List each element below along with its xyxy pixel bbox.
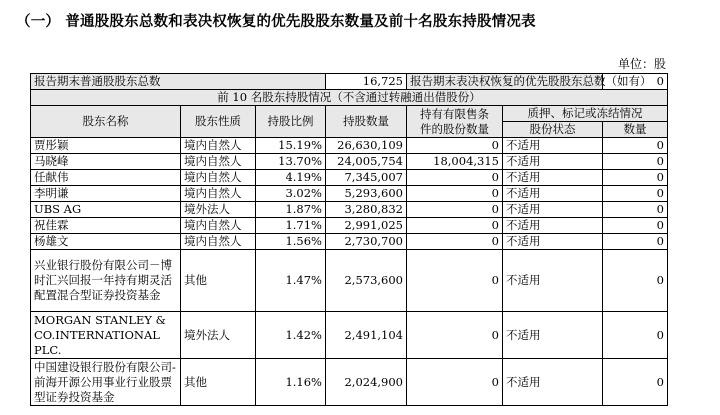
holder-name: 李明谦 — [31, 186, 181, 202]
holder-pledge-qty: 0 — [603, 312, 668, 359]
common-holders-value: 16,725 — [326, 74, 407, 90]
header-restricted-line-2: 件的股份数量 — [420, 121, 489, 136]
top10-section-title: 前 10 名股东持股情况（不含通过转融通出借股份） — [31, 90, 668, 106]
holder-nature: 其他 — [181, 359, 256, 406]
holder-pledge-qty: 0 — [603, 359, 668, 406]
holder-quantity: 2,991,025 — [326, 218, 407, 234]
holder-pledge-qty: 0 — [603, 138, 668, 154]
holder-pledge-qty: 0 — [603, 234, 668, 250]
holder-quantity: 2,730,700 — [326, 234, 407, 250]
holder-ratio: 1.16% — [256, 359, 326, 406]
holder-ratio: 4.19% — [256, 170, 326, 186]
holder-pledge-status: 不适用 — [503, 312, 603, 359]
holder-pledge-status: 不适用 — [503, 218, 603, 234]
holder-ratio: 1.47% — [256, 250, 326, 312]
holder-restricted: 0 — [407, 250, 503, 312]
holder-name: 兴业银行股份有限公司－博时汇兴回报一年持有期灵活配置混合型证券投资基金 — [31, 250, 181, 312]
table-row — [31, 202, 668, 218]
holder-restricted: 0 — [407, 312, 503, 359]
holder-pledge-qty: 0 — [603, 202, 668, 218]
holder-restricted: 0 — [407, 234, 503, 250]
holder-restricted: 0 — [407, 359, 503, 406]
header-quantity: 持股数量 — [326, 106, 407, 138]
holder-quantity: 3,280,832 — [326, 202, 407, 218]
holder-pledge-status: 不适用 — [503, 202, 603, 218]
holder-nature: 境外法人 — [181, 202, 256, 218]
holder-restricted: 0 — [407, 138, 503, 154]
header-pledge-group: 质押、标记或冻结情况 — [503, 106, 668, 122]
holder-nature: 境内自然人 — [181, 170, 256, 186]
table-row — [31, 359, 668, 406]
holder-name: 任献伟 — [31, 170, 181, 186]
header-restricted — [407, 106, 503, 138]
holder-name: 杨雄文 — [31, 234, 181, 250]
holder-quantity: 2,491,104 — [326, 312, 407, 359]
section-title-row — [31, 90, 668, 106]
holder-restricted: 0 — [407, 186, 503, 202]
holder-pledge-status: 不适用 — [503, 234, 603, 250]
holder-ratio: 3.02% — [256, 186, 326, 202]
holder-nature: 其他 — [181, 250, 256, 312]
holder-name: UBS AG — [31, 202, 181, 218]
holder-nature: 境内自然人 — [181, 186, 256, 202]
header-ratio: 持股比例 — [256, 106, 326, 138]
holder-pledge-status: 不适用 — [503, 186, 603, 202]
preferred-holders-label: 报告期末表决权恢复的优先股股东总数（如有） — [407, 74, 603, 90]
header-pledge-qty: 数量 — [603, 122, 668, 138]
holder-pledge-status: 不适用 — [503, 250, 603, 312]
holder-quantity: 5,293,600 — [326, 186, 407, 202]
table-row — [31, 138, 668, 154]
holder-name: 中国建设银行股份有限公司-前海开源公用事业行业股票型证券投资基金 — [31, 359, 181, 406]
preferred-holders-value: 0 — [603, 74, 668, 90]
section-heading: （一） 普通股股东总数和表决权恢复的优先股股东数量及前十名股东持股情况表 — [16, 14, 536, 30]
holder-name: 贾彤颖 — [31, 138, 181, 154]
holder-ratio: 13.70% — [256, 154, 326, 170]
holder-ratio: 1.87% — [256, 202, 326, 218]
holder-quantity: 2,573,600 — [326, 250, 407, 312]
unit-label: 单位：股 — [617, 57, 666, 71]
summary-row — [31, 74, 668, 90]
holder-quantity: 24,005,754 — [326, 154, 407, 170]
holder-nature: 境内自然人 — [181, 154, 256, 170]
holder-pledge-qty: 0 — [603, 250, 668, 312]
holder-nature: 境外法人 — [181, 312, 256, 359]
common-holders-label: 报告期末普通股股东总数 — [31, 74, 326, 90]
holder-restricted: 18,004,315 — [407, 154, 503, 170]
holder-pledge-status: 不适用 — [503, 138, 603, 154]
holder-name: MORGAN STANLEY & CO.INTERNATIONAL PLC. — [31, 312, 181, 359]
holder-ratio: 15.19% — [256, 138, 326, 154]
header-row — [31, 106, 668, 122]
header-restricted-line-1: 持有有限售条 — [420, 106, 489, 121]
holder-pledge-status: 不适用 — [503, 154, 603, 170]
holder-pledge-qty: 0 — [603, 218, 668, 234]
holder-name: 祝佳霖 — [31, 218, 181, 234]
holder-restricted: 0 — [407, 202, 503, 218]
table-row — [31, 250, 668, 312]
holder-ratio: 1.56% — [256, 234, 326, 250]
holder-nature: 境内自然人 — [181, 234, 256, 250]
holder-pledge-status: 不适用 — [503, 359, 603, 406]
holder-quantity: 2,024,900 — [326, 359, 407, 406]
holder-nature: 境内自然人 — [181, 218, 256, 234]
table-row — [31, 218, 668, 234]
holder-restricted: 0 — [407, 218, 503, 234]
table-row — [31, 154, 668, 170]
header-name: 股东名称 — [31, 106, 181, 138]
holder-nature: 境内自然人 — [181, 138, 256, 154]
holder-quantity: 26,630,109 — [326, 138, 407, 154]
holder-pledge-qty: 0 — [603, 154, 668, 170]
holder-quantity: 7,345,007 — [326, 170, 407, 186]
holder-restricted: 0 — [407, 170, 503, 186]
holder-ratio: 1.71% — [256, 218, 326, 234]
table-row — [31, 170, 668, 186]
table-row — [31, 234, 668, 250]
holder-pledge-status: 不适用 — [503, 170, 603, 186]
shareholder-table — [30, 73, 668, 406]
holder-ratio: 1.42% — [256, 312, 326, 359]
header-nature: 股东性质 — [181, 106, 256, 138]
holder-pledge-qty: 0 — [603, 170, 668, 186]
header-pledge-status: 股份状态 — [503, 122, 603, 138]
holder-name: 马晓峰 — [31, 154, 181, 170]
holder-pledge-qty: 0 — [603, 186, 668, 202]
table-row — [31, 186, 668, 202]
table-row — [31, 312, 668, 359]
